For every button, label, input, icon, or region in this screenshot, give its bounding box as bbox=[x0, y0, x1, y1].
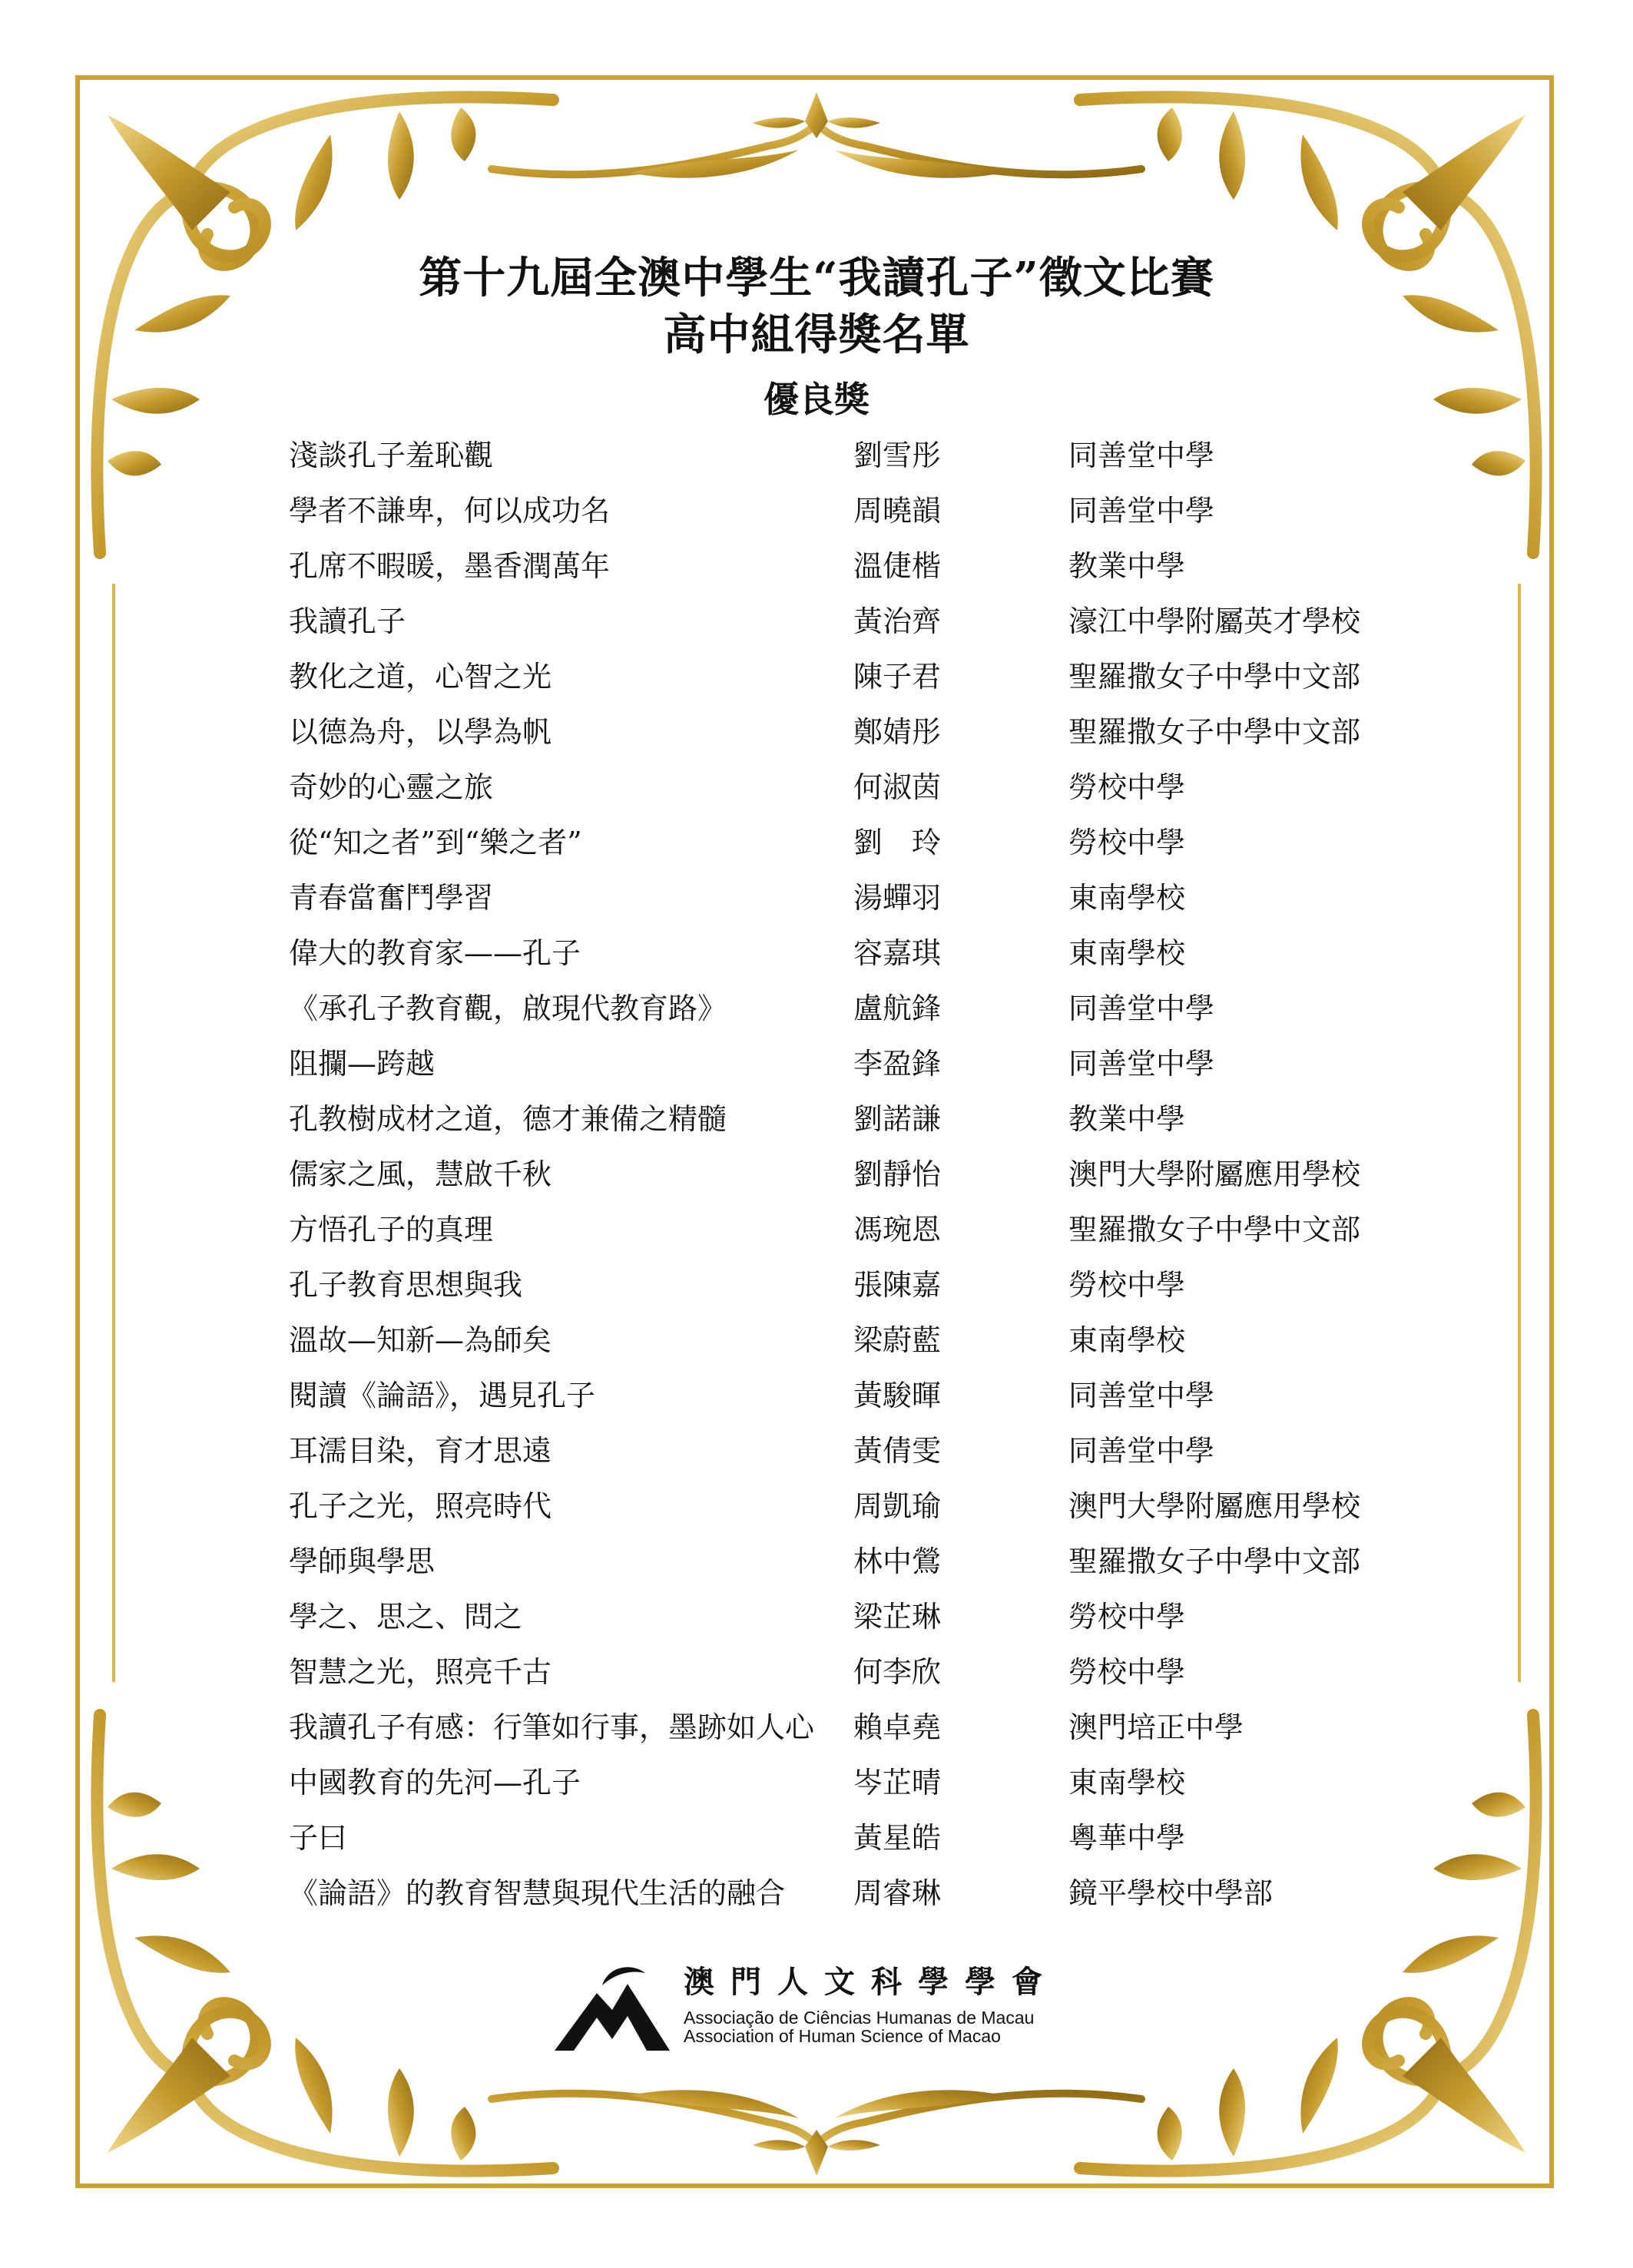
school-name: 同善堂中學 bbox=[1068, 494, 1215, 528]
winner-row bbox=[289, 1208, 1380, 1263]
school-name: 勞校中學 bbox=[1068, 1600, 1186, 1634]
essay-title: 學之、思之、問之 bbox=[289, 1600, 523, 1634]
winner-row bbox=[289, 545, 1380, 600]
winner-row bbox=[289, 987, 1380, 1042]
winner-row bbox=[289, 1374, 1380, 1429]
essay-title: 以德為舟，以學為帆 bbox=[289, 715, 552, 749]
page-subtitle: 高中組得獎名單 bbox=[663, 310, 970, 360]
essay-title: 教化之道，心智之光 bbox=[289, 660, 552, 694]
student-name: 鄭婧彤 bbox=[853, 715, 942, 749]
winner-row bbox=[289, 434, 1380, 489]
essay-title: 孔子教育思想與我 bbox=[289, 1268, 523, 1302]
winner-row bbox=[289, 1706, 1380, 1761]
school-name: 濠江中學附屬英才學校 bbox=[1068, 604, 1361, 638]
student-name: 劉諾謙 bbox=[853, 1102, 942, 1136]
winner-row bbox=[289, 876, 1380, 932]
essay-title: 我讀孔子有感：行筆如行事，墨跡如人心 bbox=[289, 1710, 815, 1744]
school-name: 粵華中學 bbox=[1068, 1821, 1186, 1855]
winners-list bbox=[289, 434, 1380, 1927]
org-name-portuguese: Associação de Ciências Humanas de Macau bbox=[684, 2008, 1035, 2028]
winner-row bbox=[289, 1319, 1380, 1374]
award-category: 優良獎 bbox=[764, 379, 869, 420]
mountain-logo-icon bbox=[555, 1962, 670, 2054]
winner-row bbox=[289, 655, 1380, 710]
student-name: 賴卓堯 bbox=[853, 1710, 942, 1744]
essay-title: 阻攔—跨越 bbox=[289, 1047, 436, 1081]
student-name: 溫倢楷 bbox=[853, 549, 942, 583]
school-name: 教業中學 bbox=[1068, 1102, 1186, 1136]
winner-row bbox=[289, 1429, 1380, 1485]
essay-title: 學者不謙卑，何以成功名 bbox=[289, 494, 611, 528]
student-name: 容嘉琪 bbox=[853, 936, 942, 970]
school-name: 同善堂中學 bbox=[1068, 439, 1215, 472]
winner-row bbox=[289, 1485, 1380, 1540]
school-name: 澳門大學附屬應用學校 bbox=[1068, 1157, 1361, 1191]
winner-row bbox=[289, 1595, 1380, 1651]
student-name: 張陳嘉 bbox=[853, 1268, 942, 1302]
student-name: 梁芷琳 bbox=[853, 1600, 942, 1634]
essay-title: 子曰 bbox=[289, 1821, 348, 1855]
student-name: 何淑茵 bbox=[853, 770, 942, 804]
essay-title: 中國教育的先河—孔子 bbox=[289, 1766, 581, 1800]
school-name: 勞校中學 bbox=[1068, 770, 1186, 804]
essay-title: 智慧之光，照亮千古 bbox=[289, 1655, 552, 1689]
student-name: 周睿琳 bbox=[853, 1876, 942, 1910]
essay-title: 奇妙的心靈之旅 bbox=[289, 770, 494, 804]
essay-title: 從“知之者”到“樂之者” bbox=[289, 826, 582, 859]
winner-row bbox=[289, 1098, 1380, 1153]
winner-row bbox=[289, 1042, 1380, 1098]
essay-title: 學師與學思 bbox=[289, 1545, 436, 1578]
essay-title: 耳濡目染，育才思遠 bbox=[289, 1434, 552, 1468]
winner-row bbox=[289, 1761, 1380, 1816]
essay-title: 《承孔子教育觀，啟現代教育路》 bbox=[289, 992, 727, 1025]
winner-row bbox=[289, 489, 1380, 545]
student-name: 林中鶯 bbox=[853, 1545, 942, 1578]
org-name-chinese: 澳門人文科學學會 bbox=[684, 1964, 1058, 2000]
student-name: 劉雪彤 bbox=[853, 439, 942, 472]
school-name: 東南學校 bbox=[1068, 881, 1186, 915]
page-title: 第十九屆全澳中學生“我讀孔子”徵文比賽 bbox=[419, 253, 1214, 303]
essay-title: 青春當奮鬥學習 bbox=[289, 881, 494, 915]
school-name: 東南學校 bbox=[1068, 1766, 1186, 1800]
student-name: 黃倩雯 bbox=[853, 1434, 942, 1468]
essay-title: 偉大的教育家——孔子 bbox=[289, 936, 581, 970]
student-name: 湯蟬羽 bbox=[853, 881, 942, 915]
school-name: 聖羅撒女子中學中文部 bbox=[1068, 1545, 1361, 1578]
org-name-english: Association of Human Science of Macao bbox=[684, 2026, 1001, 2046]
essay-title: 孔席不暇暖，墨香潤萬年 bbox=[289, 549, 611, 583]
essay-title: 閱讀《論語》，遇見孔子 bbox=[289, 1379, 596, 1412]
winner-row bbox=[289, 1816, 1380, 1872]
student-name: 馮琬恩 bbox=[853, 1213, 942, 1247]
student-name: 劉靜怡 bbox=[853, 1157, 942, 1191]
winner-row bbox=[289, 600, 1380, 655]
winner-row bbox=[289, 821, 1380, 876]
school-name: 同善堂中學 bbox=[1068, 1047, 1215, 1081]
winner-row bbox=[289, 766, 1380, 821]
student-name: 劉 玲 bbox=[853, 826, 942, 859]
essay-title: 方悟孔子的真理 bbox=[289, 1213, 494, 1247]
essay-title: 孔教樹成材之道，德才兼備之精髓 bbox=[289, 1102, 727, 1136]
student-name: 周曉韻 bbox=[853, 494, 942, 528]
winner-row bbox=[289, 1540, 1380, 1595]
student-name: 岑芷晴 bbox=[853, 1766, 942, 1800]
student-name: 周凱瑜 bbox=[853, 1489, 942, 1523]
student-name: 盧航鋒 bbox=[853, 992, 942, 1025]
essay-title: 淺談孔子羞恥觀 bbox=[289, 439, 494, 472]
school-name: 同善堂中學 bbox=[1068, 992, 1215, 1025]
student-name: 黃駿暉 bbox=[853, 1379, 942, 1412]
school-name: 教業中學 bbox=[1068, 549, 1186, 583]
student-name: 李盈鋒 bbox=[853, 1047, 942, 1081]
winner-row bbox=[289, 1153, 1380, 1208]
school-name: 勞校中學 bbox=[1068, 1655, 1186, 1689]
essay-title: 溫故—知新—為師矣 bbox=[289, 1323, 552, 1357]
winner-row bbox=[289, 1263, 1380, 1319]
school-name: 聖羅撒女子中學中文部 bbox=[1068, 715, 1361, 749]
school-name: 勞校中學 bbox=[1068, 826, 1186, 859]
school-name: 聖羅撒女子中學中文部 bbox=[1068, 660, 1361, 694]
winner-row bbox=[289, 710, 1380, 766]
school-name: 同善堂中學 bbox=[1068, 1379, 1215, 1412]
school-name: 東南學校 bbox=[1068, 1323, 1186, 1357]
essay-title: 《論語》的教育智慧與現代生活的融合 bbox=[289, 1876, 786, 1910]
winner-row bbox=[289, 1651, 1380, 1706]
student-name: 陳子君 bbox=[853, 660, 942, 694]
organization-logo bbox=[555, 1955, 1092, 2062]
student-name: 梁蔚藍 bbox=[853, 1323, 942, 1357]
school-name: 澳門大學附屬應用學校 bbox=[1068, 1489, 1361, 1523]
school-name: 勞校中學 bbox=[1068, 1268, 1186, 1302]
school-name: 同善堂中學 bbox=[1068, 1434, 1215, 1468]
essay-title: 我讀孔子 bbox=[289, 604, 406, 638]
winner-row bbox=[289, 1872, 1380, 1927]
student-name: 黃星皓 bbox=[853, 1821, 942, 1855]
school-name: 鏡平學校中學部 bbox=[1068, 1876, 1274, 1910]
school-name: 東南學校 bbox=[1068, 936, 1186, 970]
school-name: 澳門培正中學 bbox=[1068, 1710, 1244, 1744]
essay-title: 儒家之風，慧啟千秋 bbox=[289, 1157, 552, 1191]
student-name: 黃治齊 bbox=[853, 604, 942, 638]
student-name: 何李欣 bbox=[853, 1655, 942, 1689]
essay-title: 孔子之光，照亮時代 bbox=[289, 1489, 552, 1523]
winner-row bbox=[289, 932, 1380, 987]
school-name: 聖羅撒女子中學中文部 bbox=[1068, 1213, 1361, 1247]
